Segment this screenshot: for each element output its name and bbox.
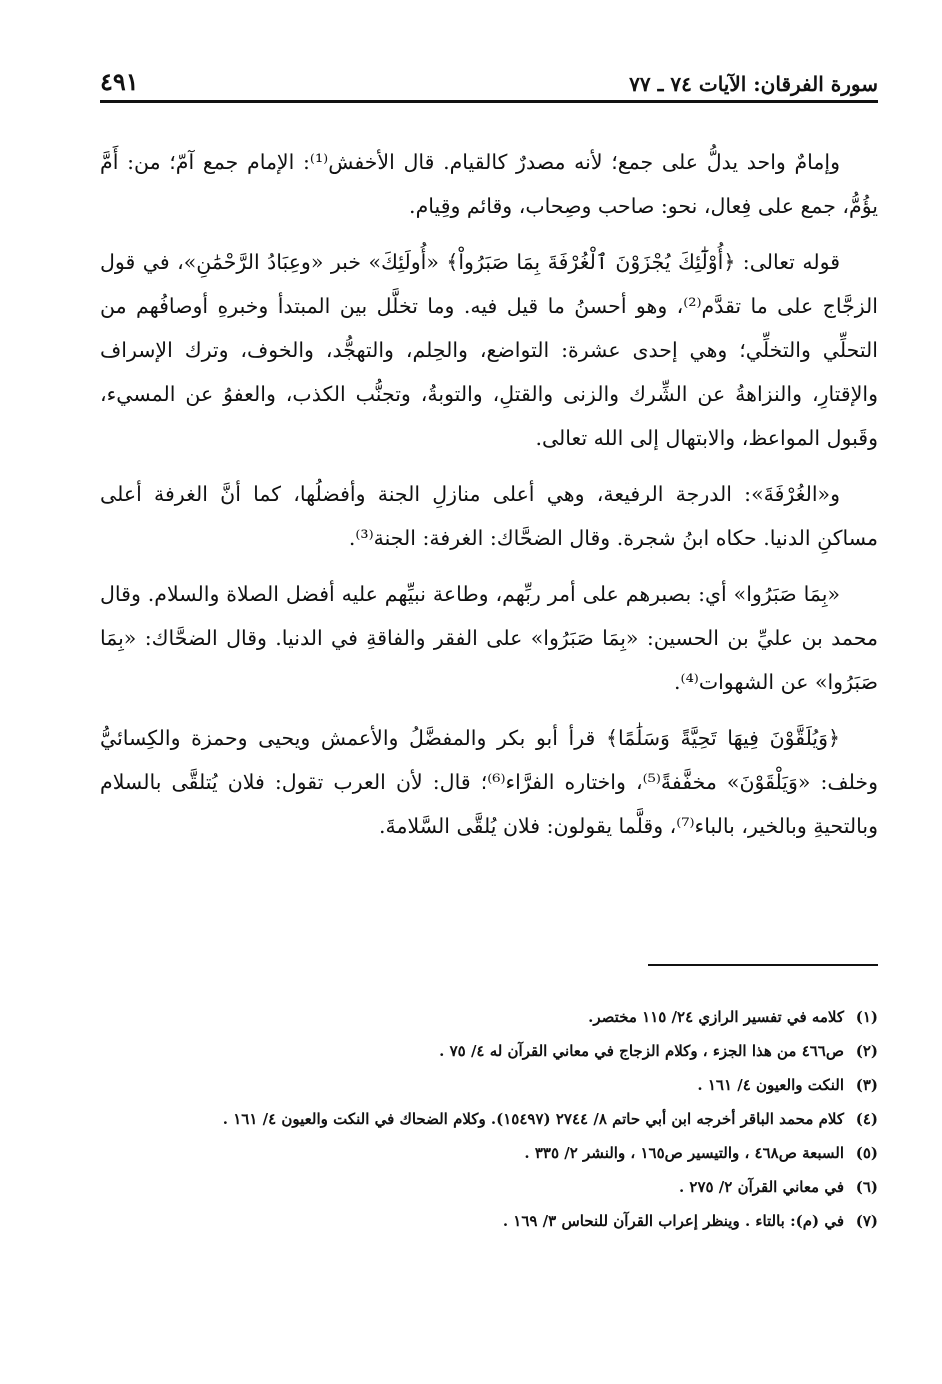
running-header <box>100 56 878 103</box>
footnote-5 <box>100 1136 878 1170</box>
paragraph-yulaqqawna: ﴿وَيُلَقَّوْنَ فِيهَا تَحِيَّةً وَسَلَٰمًا﴾ قرأ أبو بكر والمفضَّلُ والأعمش ويحيى وحمزة والكِسائيُّ وخلف: «وَيَلْقَوْنَ» مخفَّفةً⁽⁵⁾، واختاره الفرَّاء⁽⁶⁾؛ قال: لأن العرب تقول: فلان يُتلقَّى بالسلام وبالتحيةِ وبالخير، بالباء⁽⁷⁾، وقلَّما يقولون: فلان يُلقَّى السَّلامةَ. <box>100 726 878 838</box>
paragraph-ulaika: قوله تعالى: ﴿أُوْلَٰٓئِكَ يُجْزَوْنَ ٱلْغُرْفَةَ بِمَا صَبَرُواْ﴾ «أُولَئِكَ» خبر «وعِبَادُ الرَّحْمَٰنِ»، في قول الزجَّاج على ما تقدَّم⁽²⁾، وهو أحسنُ ما قيل فيه. وما تخلَّل بين المبتدأ وخبرهِ أوصافُهم من التحلِّي والتخلِّي؛ وهي إحدى عشرة: التواضع، والحِلم، والتهجُّد، والخوف، وترك الإسراف والإقتارِ، والنزاهةُ عن الشِّرك والزنى والقتلِ، والتوبةُ، وتجنُّب الكذب، والعفوُ عن المسيء، وقَبول المواعظ، والابتهال إلى الله تعالى. <box>100 250 878 450</box>
paragraph-ghurfa: و«الغُرْفَةَ»: الدرجة الرفيعة، وهي أعلى منازلِ الجنة وأفضلُها، كما أنَّ الغرفة أعلى مساكنِ الدنيا. حكاه ابنُ شجرة. وقال الضحَّاك: الغرفة: الجنة⁽³⁾. <box>100 482 878 550</box>
footnote-text: في (م): بالتاء . وينظر إعراب القرآن للنحاس ٣/ ١٦٩ . <box>502 1212 844 1230</box>
footnote-text: في معاني القرآن ٢/ ٢٧٥ . <box>678 1178 844 1196</box>
footnote-separator <box>648 964 878 966</box>
paragraph-imam: وإمامٌ واحد يدلُّ على جمع؛ لأنه مصدرٌ كالقيام. قال الأخفش⁽¹⁾: الإمام جمع آمّ؛ من: أَمَّ يؤُمُّ، جمع على فِعال، نحو: صاحب وصِحاب، وقائم وقِيام. <box>100 150 878 218</box>
footnote-2 <box>100 1034 878 1068</box>
footnote-1 <box>100 1000 878 1034</box>
footnote-number: (٣) <box>855 1076 878 1094</box>
footnote-3 <box>100 1068 878 1102</box>
footnote-text: النكت والعيون ٤/ ١٦١ . <box>697 1076 844 1094</box>
paragraph-bima-sabaru: «بِمَا صَبَرُوا» أي: بصبرهم على أمر ربِّهم، وطاعة نبيِّهم عليه أفضل الصلاة والسلام. وقال محمد بن عليِّ بن الحسين: «بِمَا صَبَرُوا» على الفقر والفاقةِ في الدنيا. وقال الضحَّاك: «بِمَا صَبَرُوا» عن الشهوات⁽⁴⁾. <box>100 582 878 694</box>
footnote-text: ص٤٦٦ من هذا الجزء ، وكلام الزجاج في معاني القرآن له ٤/ ٧٥ . <box>439 1042 844 1060</box>
footnote-7 <box>100 1204 878 1238</box>
footnote-number: (٧) <box>855 1212 878 1230</box>
footnote-number: (١) <box>855 1008 878 1026</box>
page-number: ٤٩١ <box>100 67 139 96</box>
footnote-text: كلامه في تفسير الرازي ٢٤/ ١١٥ مختصر. <box>588 1008 844 1026</box>
footnote-number: (٦) <box>855 1178 878 1196</box>
footnote-text: كلام محمد الباقر أخرجه ابن أبي حاتم ٨/ ٢٧٤٤ (١٥٤٩٧). وكلام الضحاك في النكت والعيون ٤/ ١٦١ . <box>222 1110 844 1128</box>
footnote-text: السبعة ص٤٦٨ ، والتيسير ص١٦٥ ، والنشر ٢/ ٣٣٥ . <box>524 1144 844 1162</box>
footnote-number: (٥) <box>855 1144 878 1162</box>
footnotes <box>100 1000 878 1238</box>
footnote-4 <box>100 1102 878 1136</box>
surah-title: سورة الفرقان: الآيات ٧٤ ـ ٧٧ <box>629 72 878 96</box>
footnote-number: (٤) <box>855 1110 878 1128</box>
footnote-number: (٢) <box>855 1042 878 1060</box>
main-text <box>100 140 878 860</box>
footnote-6 <box>100 1170 878 1204</box>
